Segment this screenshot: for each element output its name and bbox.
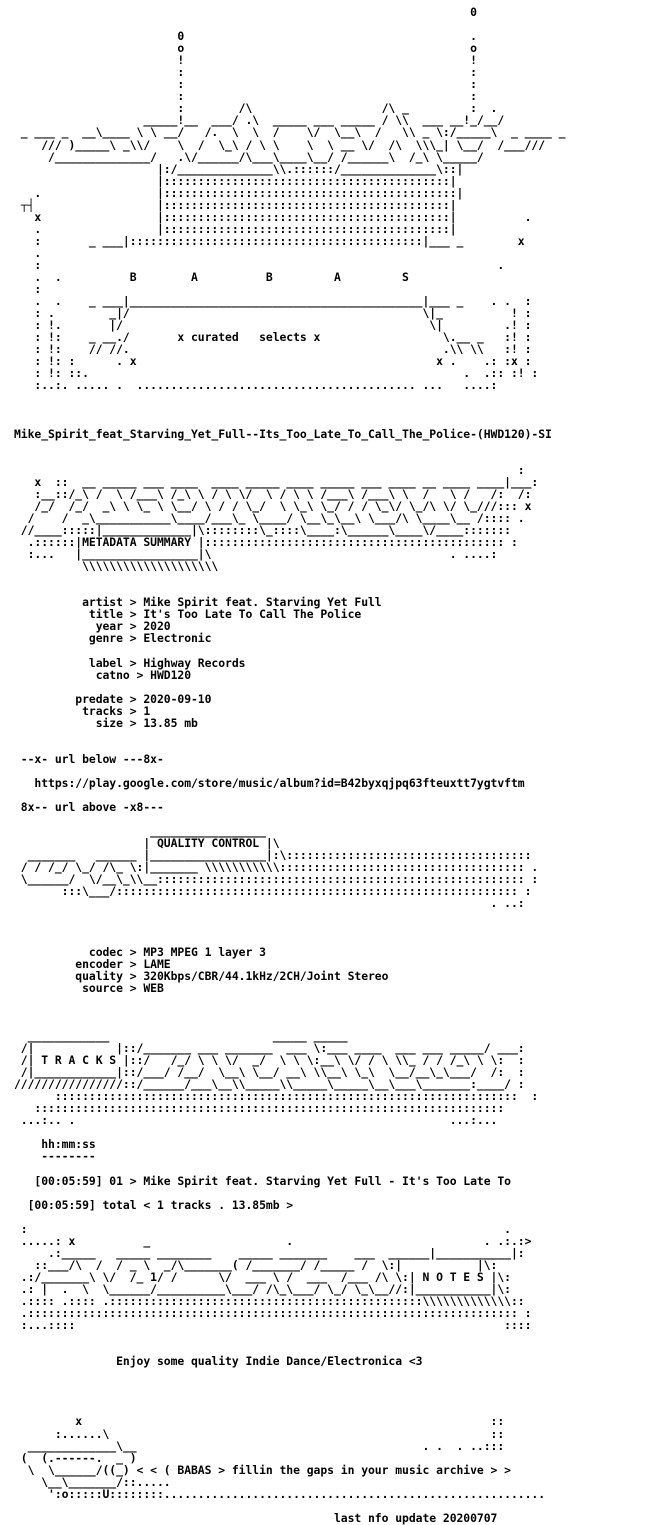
nfo-line: : : [14,65,477,80]
nfo-line: .:::::::::::::::::::::::::::::::::::::::::::::::::::::::::::::::::::::::: : [14,1306,532,1321]
nfo-line: . |:::::::::::::::::::::::::::::::::::::::::::| [14,185,464,200]
nfo-line: catno > HWD120 [14,667,192,682]
nfo-line [14,934,565,946]
nfo-line: :......\ :: [14,1426,505,1441]
nfo-line: : !. |/ \| .! : [14,318,532,333]
nfo-line: |:/______________\\.::::::/______________\::| [14,161,464,176]
nfo-line [14,404,565,416]
nfo-line: -------- [14,1149,96,1164]
nfo-line [14,416,565,428]
nfo-line [14,681,565,693]
nfo-line: /______________/ .\/______/\___\____\__/ /______\ /_\ \_____/ [14,149,511,164]
nfo-line: _____!__ ___/ .\ _____ ___ _____ / \\ ___ __!_/__/ [14,113,505,128]
nfo-line: .:/_______\ \/ /_ 1/ / \/ ___ \ / ___ /___ /\ \:| N O T E S |\: [14,1269,511,1284]
nfo-line: tracks > 1 [14,703,151,718]
nfo-line: predate > 2020-09-10 [14,691,212,706]
nfo-line: : [14,462,525,477]
nfo-line: Mike_Spirit_feat_Starving_Yet_Full--Its_Too_Late_To_Call_The_Police-(HWD120)-SI [14,426,552,441]
nfo-line: year > 2020 [14,619,171,634]
nfo-line [14,1211,565,1223]
nfo-line: : !: ::. . .:: :! : [14,366,539,381]
nfo-line: genre > Electronic [14,631,212,646]
nfo-line: ( (.------. _ ) [14,1450,137,1465]
nfo-line: ┬┤ |::::::::::::::::::::::::::::::::::::::::::| [14,197,457,212]
nfo-line: quality > 320Kbps/CBR/44.1kHz/2CH/Joint Stereo [14,968,389,983]
nfo-line [14,440,565,452]
nfo-line: /_/ /_/ _\ \ \_ \ \__/ \ / / \_/ \ \_\ \_/ / / \_\/ \_/\ \/ \_///::: x [14,498,532,513]
nfo-line [14,1379,565,1391]
nfo-line: : . _|/ \|_ ! : [14,306,532,321]
nfo-line: . . B A B A S [14,270,409,285]
nfo-line [14,644,565,656]
nfo-line: .:::: .:::: .::::::::::::::::::::::::::::::::::::::::::::::\\\\\\\\\\\\\:: [14,1294,525,1309]
nfo-line [14,1331,565,1343]
nfo-line: Enjoy some quality Indie Dance/Electronica <3 [14,1354,423,1369]
nfo-line: : _ ___|:::::::::::::::::::::::::::::::::::::::::::|___ _ x [14,233,525,248]
nfo-line: codec > MP3 MPEG 1 layer 3 [14,944,266,959]
nfo-line: /// )_____\ _\\/ \ / \_\ / \ \ \ \ __ \/ /\ \\\_| \__/ /___/// [14,137,546,152]
nfo-line: .::::::|METADATA SUMMARY |:::::::::::::::::::::::::::::::::::::::::::: : [14,535,518,550]
nfo-line: . . _ ___|___________________________________________|___ _ . . : [14,294,532,309]
nfo-line: --x- url below ---8x- [14,751,164,766]
nfo-line: :... |_________________|\ . ....: [14,547,498,562]
nfo-line: //____:::::|_____________|\::::::::\_::::\____:\______\____\/____::::::: [14,523,511,538]
nfo-line [14,452,565,464]
nfo-document [14,6,565,1524]
nfo-line: encoder > LAME [14,956,171,971]
nfo-line: .: | . \ \______/__________\___/ /\_\___/ \_/ \_\__//:|___________|\: [14,1281,511,1296]
nfo-line: https://play.google.com/store/music/album?id=B42byxqjpq63fteuxtt7ygtvftm [14,776,525,790]
nfo-line: :..:. ..... . ......................................... ... ....: [14,378,498,393]
nfo-line: | QUALITY CONTROL |\ [14,836,280,851]
nfo-line [14,392,565,404]
nfo-line: :::::::::::::::::::::::::::::::::::::::::::::::::::::::::::::::::::: : [14,1089,539,1104]
nfo-line: |::::::::::::::::::::::::::::::::::::::::::| [14,173,457,188]
nfo-line [14,572,565,584]
nfo-line: title > It's Too Late To Call The Police [14,607,362,622]
nfo-line: 0 [14,5,477,19]
nfo-line: : !: _ __./ x curated selects x \.__ _ :! : [14,330,532,345]
nfo-line: : !: // //. .\\ \\ :! : [14,342,532,357]
nfo-line: : [14,282,42,297]
nfo-line: . [14,245,42,260]
nfo-line: last nfo update 20200707 [14,1510,498,1525]
nfo-line: / / /_/ \_/ /\_ \:|_______ \\\\\\\\\\\:::::::::::::::::::::::::::::::::::: . [14,860,539,875]
nfo-line: ____________ _____ _____ [14,1028,348,1043]
nfo-line [14,922,565,934]
nfo-line: ...:.. . ...:... [14,1113,498,1128]
nfo-line [14,910,565,922]
nfo-line: : /\ /\ _ : . [14,101,498,116]
nfo-line: _____________\__ . . . ..::: [14,1438,505,1453]
nfo-line [14,729,565,741]
nfo-line: /| T R A C K S |::/ /_/ \ \ \/ _/ \ \ \:__\ \/ / \ \\_ / / /_\ \ \: : [14,1053,525,1068]
nfo-line: ////////////////::/______/___\__\\_____\\_____\_____\__\___\_______:____/ : [14,1077,525,1092]
nfo-line: _________________ [14,824,266,839]
nfo-line: \ \______/((_) < < ( BABAS > fillin the gaps in your music archive > > [14,1462,511,1477]
nfo-line [14,1367,565,1379]
nfo-line: ! ! [14,53,477,68]
nfo-line: : !: : . x x . .: :x : [14,354,532,369]
nfo-line: : . [14,1221,511,1236]
nfo-line: ::::::::::::::::::::::::::::::::::::::::::::::::::::::::::::::::::::: [14,1101,532,1116]
nfo-line: .....: x _ . . .:.:> [14,1233,532,1248]
nfo-line: / / _\___________\____/___\_ \____/ \__\_\__\ \___/\ \____\__ /:::: . [14,510,525,525]
nfo-line [14,1391,565,1403]
nfo-line: size > 13.85 mb [14,715,198,730]
nfo-line: _ ___ _ __\____ \ \ __/ /. \ \ / \/ \__\ / \\ _ \:/_____\ _ ____ _ [14,125,566,140]
nfo-line: \______/ \/__\_\\__:::::::::::::::::::::::::::::::::::::::::::::::::::::: : [14,872,539,887]
nfo-line: source > WEB [14,980,164,995]
nfo-line: /|____________|::/___/ /__/ \__\ \__/ __\ \\__\ \_\ \__/__\_\___/ /: : [14,1065,525,1080]
nfo-line: [00:05:59] total < 1 tracks . 13.85mb > [14,1197,294,1212]
nfo-line [14,994,565,1006]
nfo-line: : : [14,89,477,104]
nfo-line: \__\_______/::..... [14,1474,171,1489]
nfo-line: : . [14,257,505,272]
nfo-line: 8x-- url above -x8--- [14,800,164,815]
nfo-line: /| |::/_______ ___ _______ ___ \:___ ____ ___ ___ _____/ ___: [14,1041,525,1056]
nfo-line [14,1006,565,1018]
nfo-line: ::___/\ / / _ \ _/\_______( /_______/ /_____ / \:| |\: [14,1257,498,1272]
nfo-line: label > Highway Records [14,655,246,670]
nfo-line: x :: [14,1414,505,1429]
nfo-line: : : [14,77,477,92]
nfo-line [14,1187,565,1199]
nfo-line: artist > Mike Spirit feat. Starving Yet Full [14,595,382,610]
nfo-line: o o [14,41,477,56]
nfo-line: _______ ______ |_________________|:\:::::::::::::::::::::::::::::::::::: [14,848,532,863]
nfo-line [14,1163,565,1175]
nfo-line: 0 . [14,29,477,44]
nfo-line: x :: __ _____ ___ ____ ____ _____ ____ _____ ___ ____ __ ____ ____|___: [14,474,539,489]
nfo-line: :...:::: :::: [14,1318,532,1333]
nfo-line: \\\\\\\\\\\\\\\\\\\\ [14,559,219,574]
nfo-line [14,1126,565,1138]
nfo-line: ':o:::::U::::::::........................................................ [14,1486,546,1501]
nfo-line: [00:05:59] 01 > Mike Spirit feat. Starving Yet Full - It's Too Late To [14,1173,511,1188]
nfo-line: :__::/_\ / \ /___\ /_\ \ / \ \/ \ / \ \ /___\ /___\ \ / \ / /: /: [14,486,532,501]
nfo-line: .:_____ _____ ________ _____ _______ ___ ______|___________|: [14,1245,525,1260]
nfo-line: . |::::::::::::::::::::::::::::::::::::::::::| [14,221,457,236]
nfo-line: x |::::::::::::::::::::::::::::::::::::::::::| . [14,209,532,224]
nfo-line: :::\___/::::::::::::::::::::::::::::::::::::::::::::::::::::::::::: : [14,884,532,899]
nfo-line: hh:mm:ss [14,1137,96,1152]
nfo-line: . ..: [14,896,525,911]
